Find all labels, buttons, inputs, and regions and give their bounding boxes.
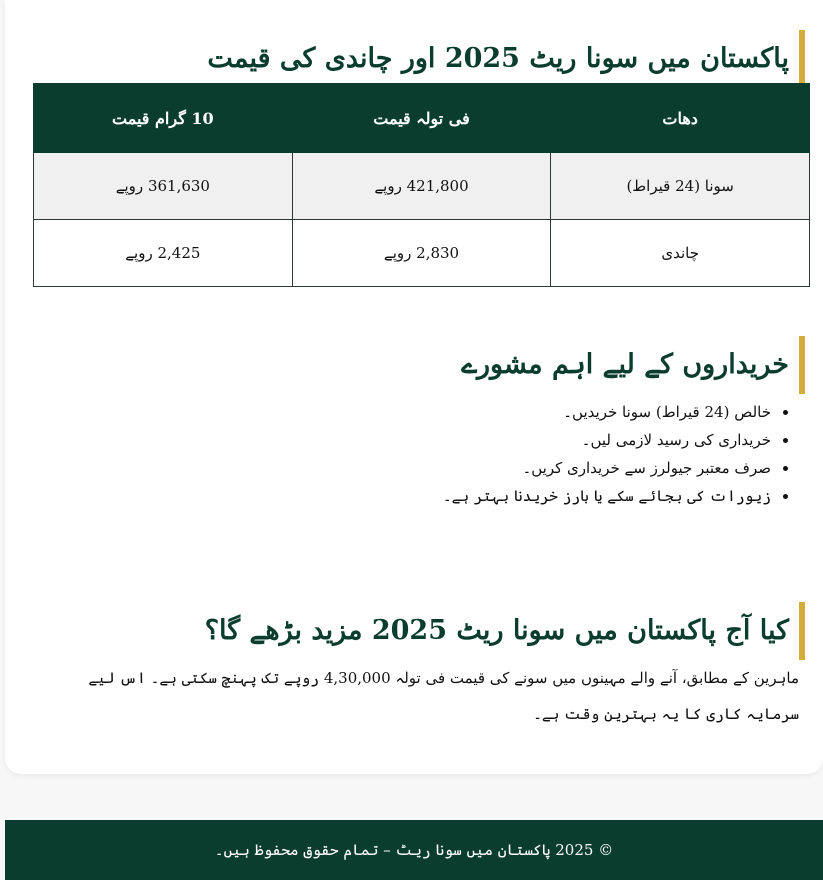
forecast-paragraph: ماہرین کے مطابق، آنے والے مہینوں میں سونے کی قیمت فی تولہ 4,30,000 روپے تک پہنچ سکتی ہے۔ اس لیے سرمایہ کاری کا یہ بہترین وقت ہے۔ [88, 669, 799, 723]
table-row-gold [34, 153, 810, 220]
header-per-tola: فی تولہ قیمت [292, 84, 551, 153]
table-row-silver [34, 220, 810, 287]
page-title: پاکستان میں سونا ریٹ 2025 اور چاندی کی قیمت [207, 30, 805, 88]
list-item: • خالص (24 قیراط) سونا خریدیں۔ [443, 398, 771, 426]
table-header-row [34, 84, 810, 153]
copyright-text: © 2025 پاکستان میں سونا ریٹ – تمام حقوق محفوظ ہیں۔ [214, 841, 614, 859]
list-item: • زیورات کی بجائے سکے یا بارز خریدنا بہتر ہے۔ [443, 482, 771, 510]
cell-per-tola: 2,830 روپے [292, 220, 551, 287]
header-metal: دھات [551, 84, 810, 153]
cell-per-tola: 421,800 روپے [292, 153, 551, 220]
tips-list [443, 398, 793, 510]
list-item: • خریداری کی رسید لازمی لیں۔ [443, 426, 771, 454]
site-footer [5, 820, 823, 880]
content-card [5, 0, 823, 774]
cell-per-10g: 361,630 روپے [34, 153, 293, 220]
cell-per-10g: 2,425 روپے [34, 220, 293, 287]
price-table [33, 83, 810, 287]
cell-metal: سونا (24 قیراط) [551, 153, 810, 220]
cell-metal: چاندی [551, 220, 810, 287]
header-per-10g: 10 گرام قیمت [34, 84, 293, 153]
forecast-heading: کیا آج پاکستان میں سونا ریٹ 2025 مزید بڑھے گا؟ [205, 602, 805, 660]
list-item: • صرف معتبر جیولرز سے خریداری کریں۔ [443, 454, 771, 482]
tips-heading: خریداروں کے لیے اہم مشورے [461, 336, 805, 394]
